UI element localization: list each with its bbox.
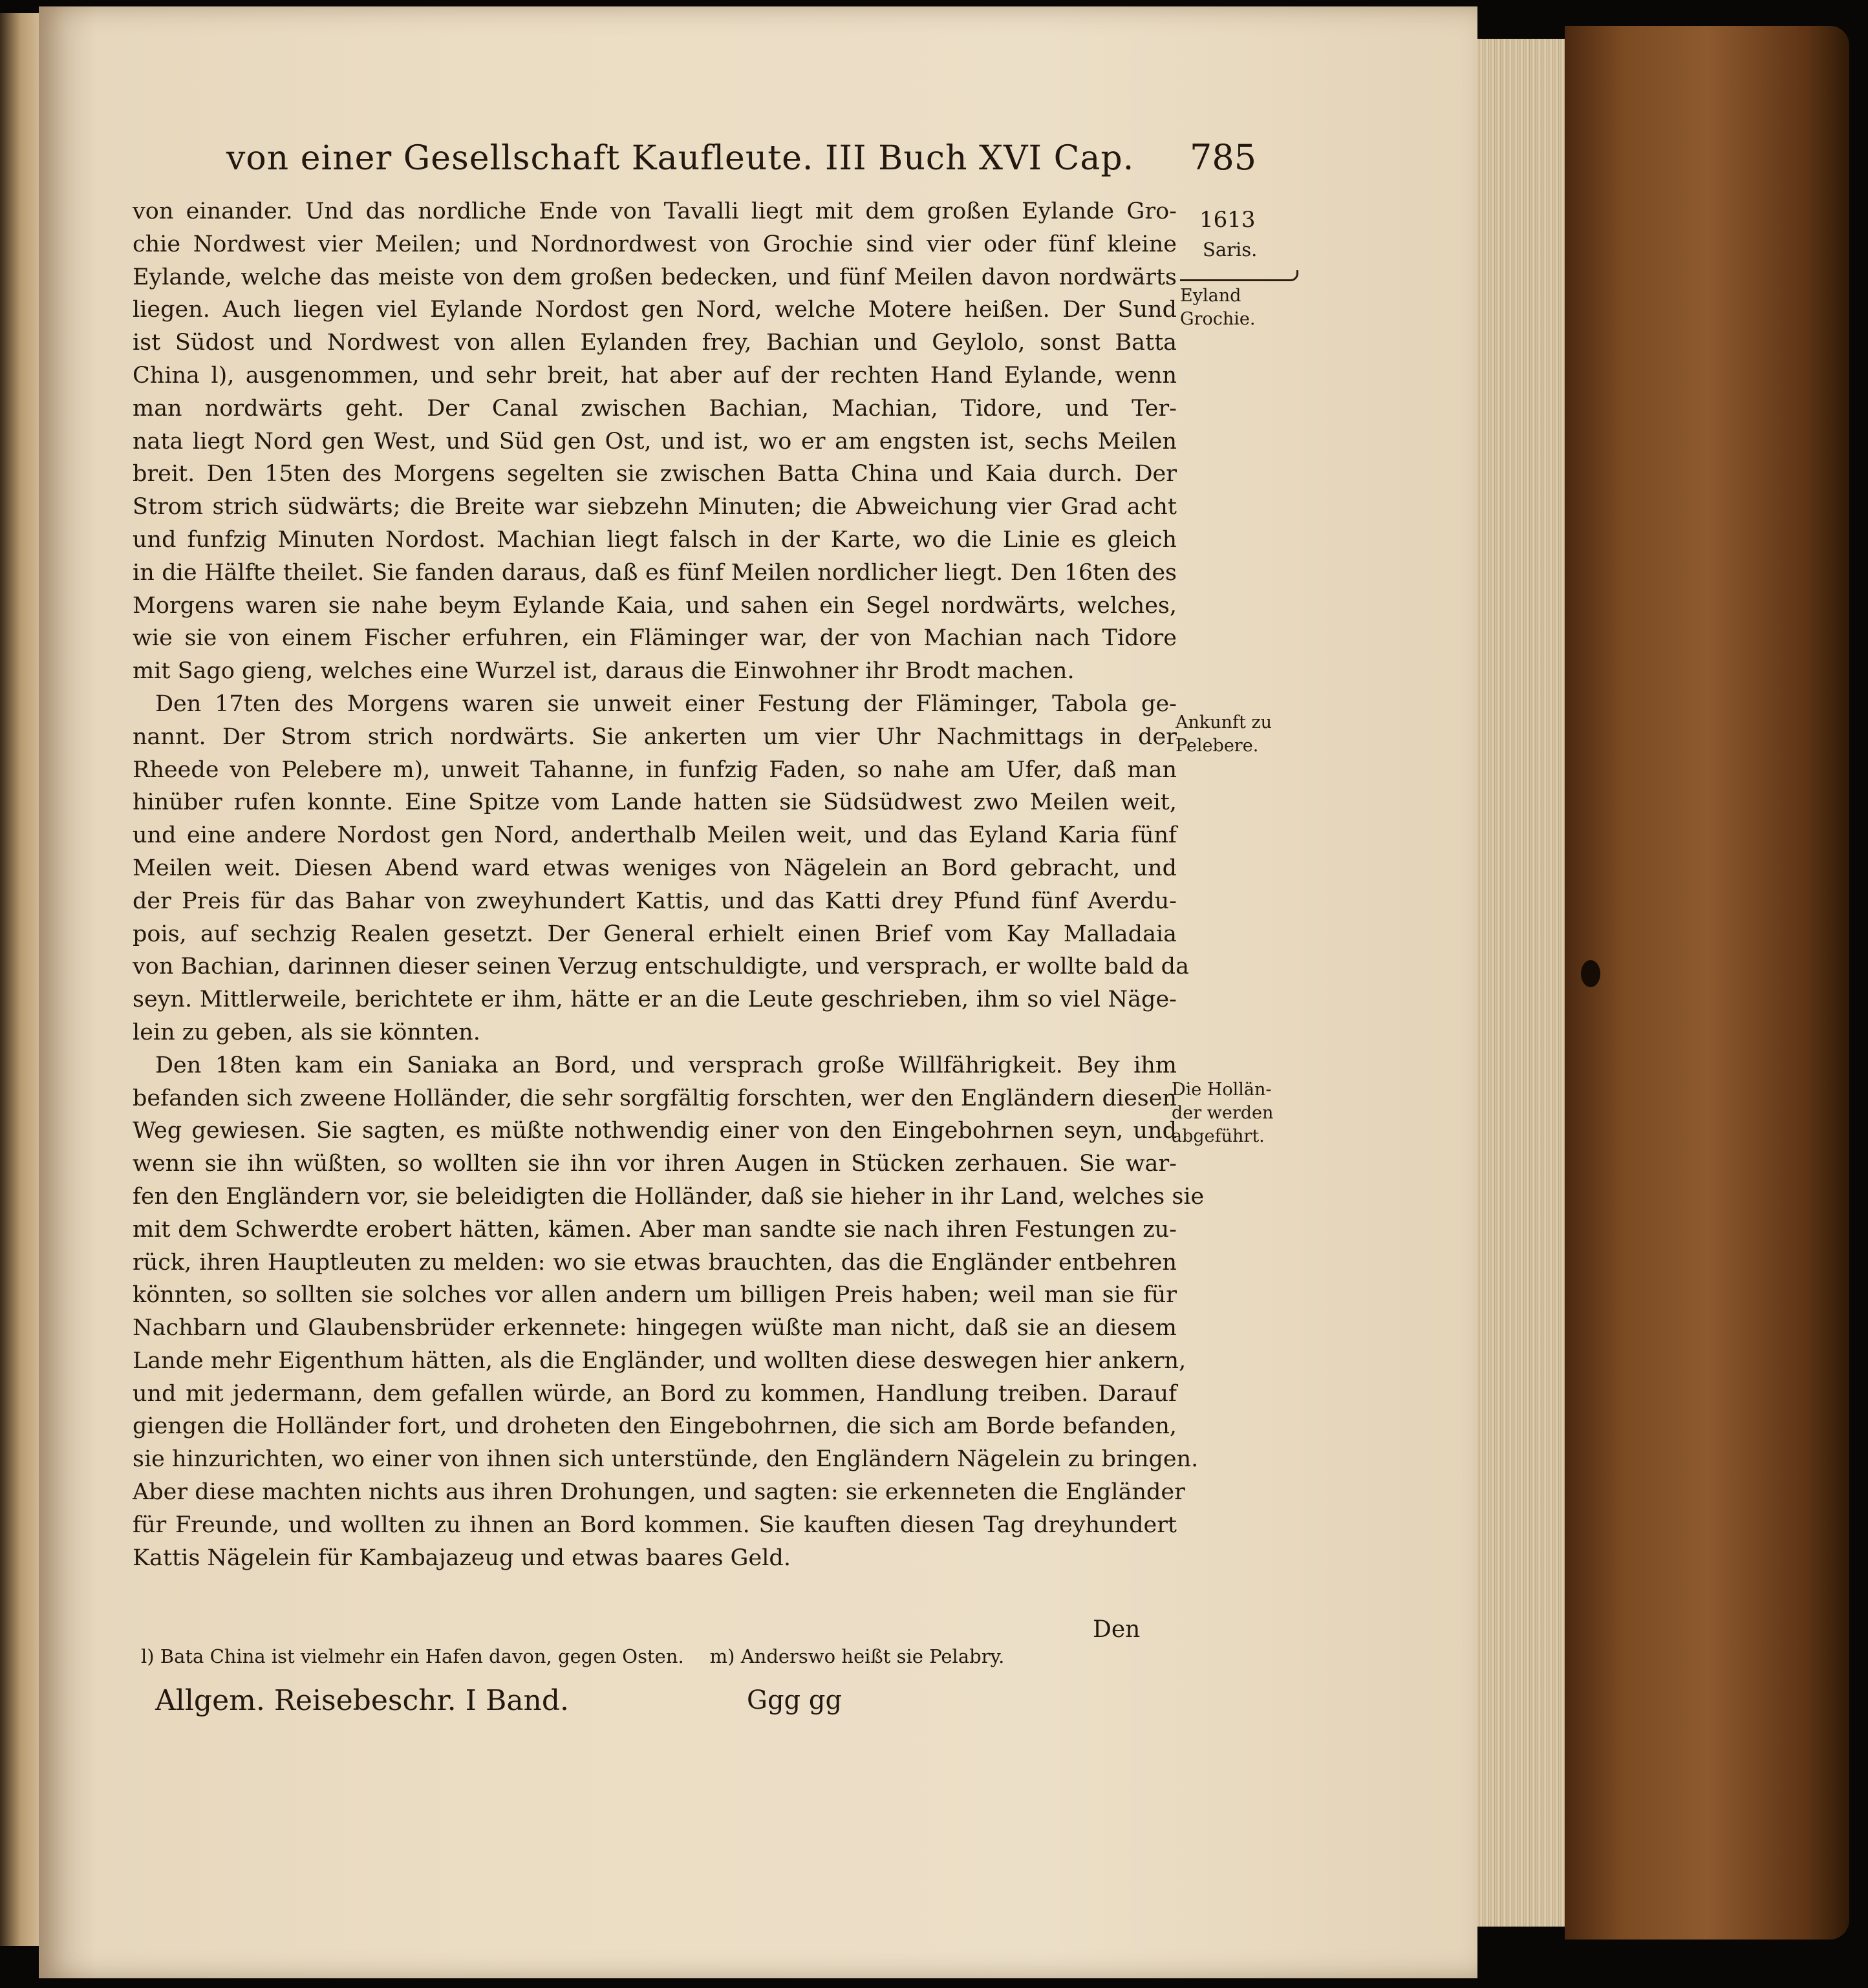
text-line: lein zu geben, als sie könnten. <box>133 1019 480 1045</box>
footnotes <box>141 1645 1150 1667</box>
text-line: Aber diese machten nichts aus ihren Drohungen, und sagten: sie erkenneten die Engländer <box>133 1479 1185 1506</box>
binding-hole <box>1581 960 1600 987</box>
margin-line: Pelebere. <box>1176 736 1259 756</box>
margin-saris: Saris. <box>1203 239 1258 261</box>
text-line: mit Sago gieng, welches eine Wurzel ist, daraus die Einwohner ihr Brodt machen. <box>133 658 1075 685</box>
margin-line: abgeführt. <box>1172 1126 1265 1146</box>
text-line: Lande mehr Eigenthum hätten, als die Engländer, und wollten diese deswegen hier ankern, <box>133 1347 1186 1374</box>
text-line: befanden sich zweene Holländer, die sehr sorgfältig forschten, wer den Engländern diesen <box>133 1085 1177 1111</box>
text-line: breit. Den 15ten des Morgens segelten sie zwischen Batta China und Kaia durch. Der <box>133 461 1177 487</box>
signature-title: Allgem. Reisebeschr. I Band. <box>155 1684 570 1717</box>
text-line: hinüber rufen konnte. Eine Spitze vom Lande hatten sie Südsüdwest zwo Meilen weit, <box>133 789 1177 816</box>
running-title: von einer Gesellschaft Kaufleute. III Buch XVI Cap. <box>226 139 1135 178</box>
text-line: rück, ihren Hauptleuten zu melden: wo sie etwas brauchten, das die Engländer entbehren <box>133 1249 1177 1276</box>
margin-line: Ankunft zu <box>1176 712 1272 732</box>
leather-binding <box>1565 26 1849 1940</box>
text-line: nannt. Der Strom strich nordwärts. Sie ankerten um vier Uhr Nachmittags in der <box>133 723 1177 750</box>
text-line: Den 18ten kam ein Saniaka an Bord, und versprach große Willfährigkeit. Bey ihm <box>155 1052 1177 1078</box>
text-line: wie sie von einem Fischer erfuhren, ein Fläminger war, der von Machian nach Tidore <box>133 625 1177 652</box>
text-line: sie hinzurichten, wo einer von ihnen sich unterstünde, den Engländern Nägelein zu bringen. <box>133 1446 1199 1473</box>
body-text <box>133 195 1205 1574</box>
text-line: Weg gewiesen. Sie sagten, es müßte nothwendig einer von den Eingebohrnen seyn, und <box>133 1118 1177 1144</box>
text-line: Morgens waren sie nahe beym Eylande Kaia, und sahen ein Segel nordwärts, welches, <box>133 592 1177 619</box>
margin-brace <box>1180 270 1298 281</box>
margin-year: 1613 <box>1199 207 1256 233</box>
text-line: chie Nordwest vier Meilen; und Nordnordwest von Grochie sind vier oder fünf kleine <box>133 231 1177 257</box>
text-line: von Bachian, darinnen dieser seinen Verzug entschuldigte, und versprach, er wollte bald da <box>133 954 1189 980</box>
text-line: Strom strich südwärts; die Breite war siebzehn Minuten; die Abweichung vier Grad acht <box>133 494 1177 520</box>
text-line: Meilen weit. Diesen Abend ward etwas weniges von Nägelein an Bord gebracht, und <box>133 855 1177 881</box>
text-line: man nordwärts geht. Der Canal zwischen Bachian, Machian, Tidore, und Ter- <box>133 395 1177 422</box>
margin-line: Eyland <box>1180 286 1241 306</box>
margin-note-hollander <box>1172 1078 1273 1148</box>
text-line: Den 17ten des Morgens waren sie unweit einer Festung der Fläminger, Tabola ge- <box>155 690 1177 717</box>
text-line: giengen die Holländer fort, und droheten den Eingebohrnen, die sich am Borde befanden, <box>133 1413 1177 1440</box>
text-line: in die Hälfte theilet. Sie fanden daraus, daß es fünf Meilen nordlicher liegt. Den 16ten des <box>133 559 1177 586</box>
text-line: Rheede von Pelebere m), unweit Tahanne, in funfzig Faden, so nahe am Ufer, daß man <box>133 756 1177 783</box>
text-line: der Preis für das Bahar von zweyhundert Kattis, und das Katti drey Pfund fünf Averdu- <box>133 888 1177 914</box>
catchword: Den <box>1093 1616 1141 1643</box>
signature-mark: Ggg gg <box>747 1685 843 1715</box>
text-line: Nachbarn und Glaubensbrüder erkennete: hingegen wüßte man nicht, daß sie an diesem <box>133 1315 1177 1341</box>
text-line: und funfzig Minuten Nordost. Machian liegt falsch in der Karte, wo die Linie es gleich <box>133 526 1177 553</box>
text-line: wenn sie ihn wüßten, so wollten sie ihn vor ihren Augen in Stücken zerhauen. Sie war- <box>133 1151 1177 1177</box>
text-line: für Freunde, und wollten zu ihnen an Bord kommen. Sie kauften diesen Tag dreyhundert <box>133 1512 1177 1538</box>
text-line: Eylande, welche das meiste von dem großen bedecken, und fünf Meilen davon nordwärts <box>133 264 1177 290</box>
page-stack-edge <box>1477 39 1574 1927</box>
text-line: liegen. Auch liegen viel Eylande Nordost gen Nord, welche Motere heißen. Der Sund <box>133 297 1177 323</box>
text-line: fen den Engländern vor, sie beleidigten die Holländer, daß sie hieher in ihr Land, welches sie <box>133 1183 1205 1210</box>
text-line: ist Südost und Nordwest von allen Eylanden frey, Bachian und Geylolo, sonst Batta <box>133 330 1177 356</box>
margin-line: Grochie. <box>1180 309 1256 329</box>
footnote-m: m) Anderswo heißt sie Pelabry. <box>709 1645 1005 1667</box>
text-line: und eine andere Nordost gen Nord, anderthalb Meilen weit, und das Eyland Karia fünf <box>133 822 1177 849</box>
margin-line: der werden <box>1172 1103 1274 1123</box>
text-line: nata liegt Nord gen West, und Süd gen Ost, und ist, wo er am engsten ist, sechs Meilen <box>133 428 1177 454</box>
page-number: 785 <box>1190 137 1257 178</box>
text-line: pois, auf sechzig Realen gesetzt. Der General erhielt einen Brief vom Kay Malladaia <box>133 921 1177 947</box>
text-line: von einander. Und das nordliche Ende von Tavalli liegt mit dem großen Eylande Gro- <box>133 198 1177 224</box>
margin-note-ankunft <box>1176 711 1272 758</box>
text-line: und mit jedermann, dem gefallen würde, an Bord zu kommen, Handlung treiben. Darauf <box>133 1380 1177 1407</box>
footnote-l: l) Bata China ist vielmehr ein Hafen davon, gegen Osten. <box>141 1645 684 1667</box>
text-line: seyn. Mittlerweile, berichtete er ihm, hätte er an die Leute geschrieben, ihm so viel Näge- <box>133 987 1177 1013</box>
text-line: könnten, so sollten sie solches vor allen andern um billigen Preis haben; weil man sie für <box>133 1282 1177 1309</box>
margin-line: Die Hollän- <box>1172 1080 1272 1100</box>
text-line: mit dem Schwerdte erobert hätten, kämen. Aber man sandte sie nach ihren Festungen zu- <box>133 1216 1177 1243</box>
text-line: Kattis Nägelein für Kambajazeug und etwas baares Geld. <box>133 1544 791 1571</box>
margin-note-eyland <box>1180 284 1255 331</box>
text-line: China l), ausgenommen, und sehr breit, hat aber auf der rechten Hand Eylande, wenn <box>133 362 1177 389</box>
